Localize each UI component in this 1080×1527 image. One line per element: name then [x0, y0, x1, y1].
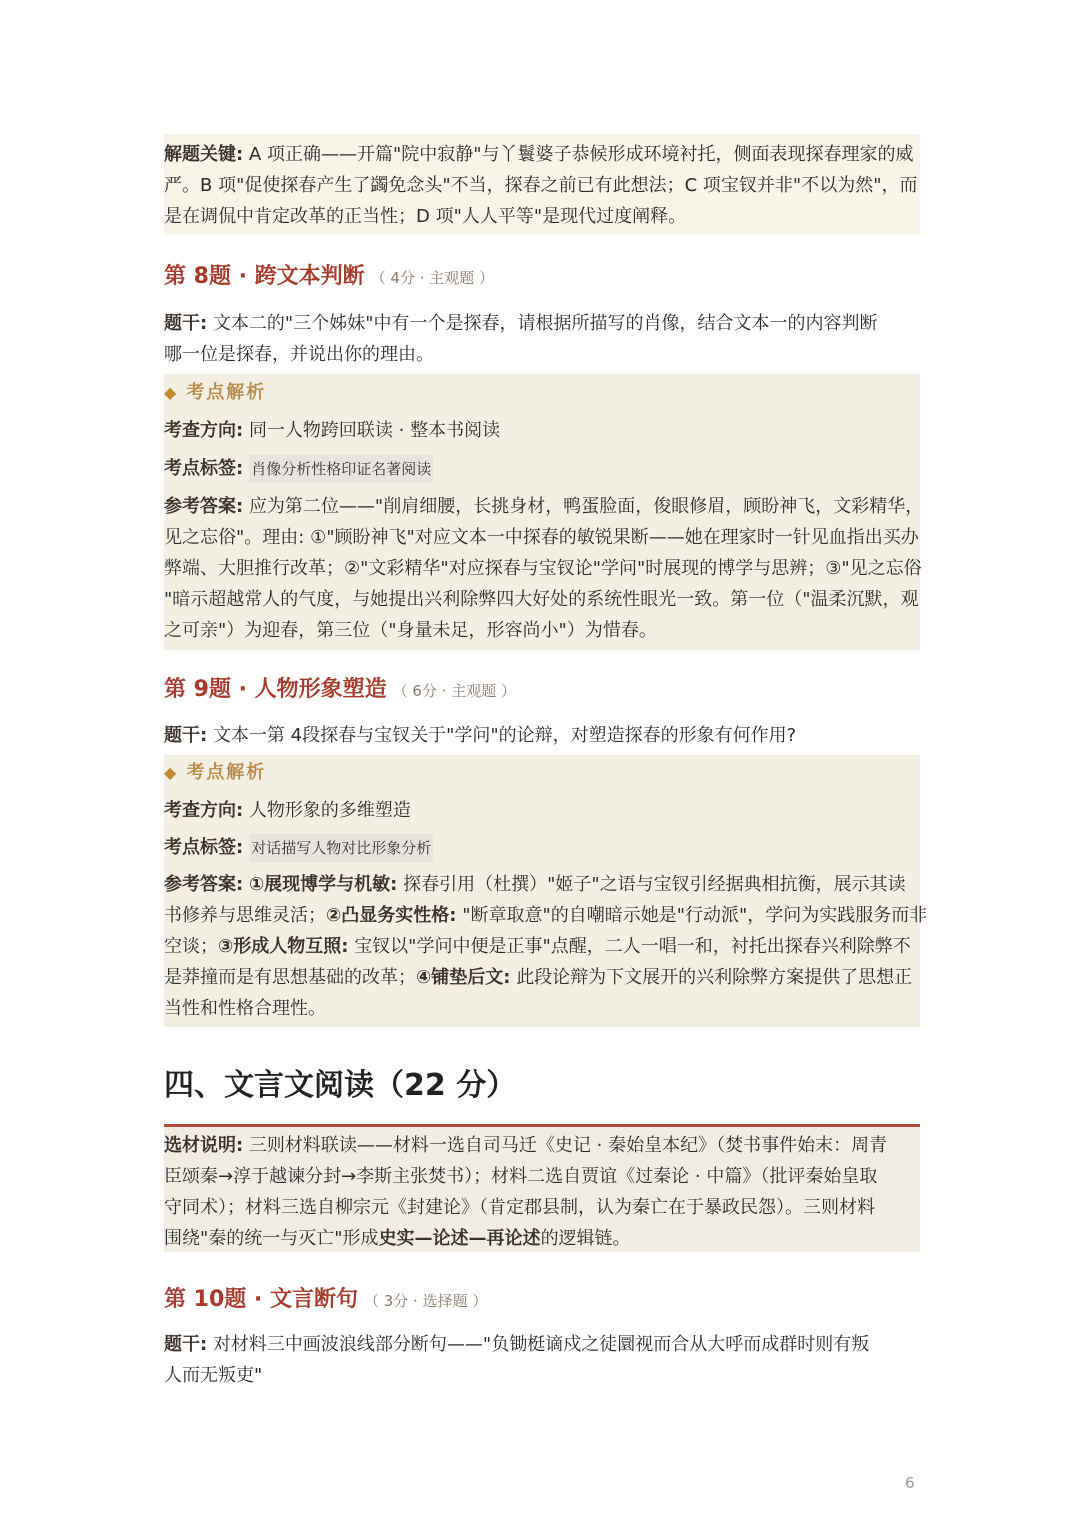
intro-line-2: 臣颂秦→淳于越谏分封→李斯主张焚书）；材料二选自贾谊《过秦论 · 中篇》（批评秦始皇取 [164, 1166, 878, 1187]
q8-answer-line-5: 之可亲"）为迎春，第三位（"身量未足，形容尚小"）为惜春。 [164, 620, 657, 641]
q8-answer-line-3: 弊端、大胆推行改革；②"文彩精华"对应探春与宝钗论"学问"时展现的博学与思辨；③"见之忘俗 [164, 558, 922, 579]
q8-stem-line-1: 题干: 文本二的"三个姊妹"中有一个是探春，请根据所描写的肖像，结合文本一的内容判断 [164, 313, 878, 334]
q8-answer-line-1: 参考答案: 应为第二位——"削肩细腰，长挑身材，鸭蛋脸面，俊眼修眉，顾盼神飞，文彩精华， [164, 496, 924, 517]
q9-meta: （ 6分 · 主观题 ） [392, 682, 517, 700]
intro-line-3: 守同术）；材料三选自柳宗元《封建论》（肯定郡县制，认为秦亡在于暴政民怨）。三则材料 [164, 1197, 875, 1218]
q10-title: 第 10题 · 文言断句 （ 3分 · 选择题 ） [164, 1287, 488, 1312]
q8-answer-line-4: "暗示超越常人的气度，与她提出兴利除弊四大好处的系统性眼光一致。第一位（"温柔沉默，观 [164, 589, 919, 610]
q9-stem: 题干: 文本一第 4段探春与宝钗关于"学问"的论辩，对塑造探春的形象有何作用? [164, 725, 797, 746]
q8-meta: （ 4分 · 主观题 ） [370, 269, 495, 287]
intro-line-1: 选材说明: 三则材料联读——材料一选自司马迁《史记 · 秦始皇本纪》（焚书事件始末：周青 [164, 1135, 888, 1156]
q8-title: 第 8题 · 跨文本判断 （ 4分 · 主观题 ） [164, 264, 495, 289]
section-4-heading: 四、文言文阅读（22 分） [164, 1068, 517, 1103]
q7-key-line-1: 解题关键: A 项正确——开篇"院中寂静"与丫鬟婆子恭候形成环境衬托，侧面表现探春理家的威 [164, 144, 914, 165]
q7-key-line-3: 是在调侃中肯定改革的正当性；D 项"人人平等"是现代过度阐释。 [164, 206, 687, 227]
q10-meta: （ 3分 · 选择题 ） [363, 1292, 488, 1310]
q9-answer-line-4: 是莽撞而是有思想基础的改革；④铺垫后文: 此段论辩为下文展开的兴利除弊方案提供了思想正 [164, 967, 913, 988]
intro-line-4: 围绕"秦的统一与灭亡"形成史实—论述—再论述的逻辑链。 [164, 1228, 631, 1249]
q10-stem-line-2: 人而无叛吏" [164, 1365, 263, 1386]
q8-tags: 考点标签: 肖像分析性格印证名著阅读 [164, 453, 920, 484]
q8-stem-line-2: 哪一位是探春，并说出你的理由。 [164, 344, 434, 365]
q10-stem-line-1: 题干: 对材料三中画波浪线部分断句——"负锄梃谪戍之徒圜视而合从大呼而成群时则有叛 [164, 1334, 870, 1355]
diamond-icon: ◆ [164, 383, 177, 402]
q8-analysis-box [164, 374, 924, 650]
q9-answer-line-3: 空谈；③形成人物互照: 宝钗以"学问中便是正事"点醒，二人一唱一和，衬托出探春兴利除弊不 [164, 936, 911, 957]
q9-analysis-box [164, 755, 928, 1027]
q9-tag-chip: 对话描写人物对比形象分析 [249, 834, 433, 862]
q9-direction: 考查方向: 人物形象的多维塑造 [164, 800, 411, 821]
q9-answer-line-1: 参考答案: ①展现博学与机敏: 探春引用（杜撰）"姬子"之语与宝钗引经据典相抗衡，展示其读 [164, 874, 906, 895]
q7-key-line-2: 严。B 项"促使探春产生了蠲免念头"不当，探春之前已有此想法；C 项宝钗并非"不以为然"，而 [164, 175, 918, 196]
q9-tags: 考点标签: 对话描写人物对比形象分析 [164, 832, 920, 863]
page-number: 6 [905, 1474, 915, 1492]
q8-tag-chip: 肖像分析性格印证名著阅读 [249, 455, 433, 483]
q8-answer-line-2: 见之忘俗"。理由: ①"顾盼神飞"对应文本一中探春的敏锐果断——她在理家时一针见血指出买办 [164, 527, 919, 548]
q8-analysis-head: ◆ 考点解析 [164, 382, 267, 403]
q9-answer-line-5: 当性和性格合理性。 [164, 998, 326, 1019]
q8-direction: 考查方向: 同一人物跨回联读 · 整本书阅读 [164, 420, 501, 441]
q9-answer-line-2: 书修养与思维灵活；②凸显务实性格: "断章取意"的自嘲暗示她是"行动派"，学问为实践服务而非 [164, 905, 928, 926]
q9-title: 第 9题 · 人物形象塑造 （ 6分 · 主观题 ） [164, 677, 517, 702]
q7-key-box [164, 134, 920, 235]
diamond-icon: ◆ [164, 763, 177, 782]
section-4-intro-box [164, 1124, 920, 1252]
q9-analysis-head: ◆ 考点解析 [164, 762, 267, 783]
